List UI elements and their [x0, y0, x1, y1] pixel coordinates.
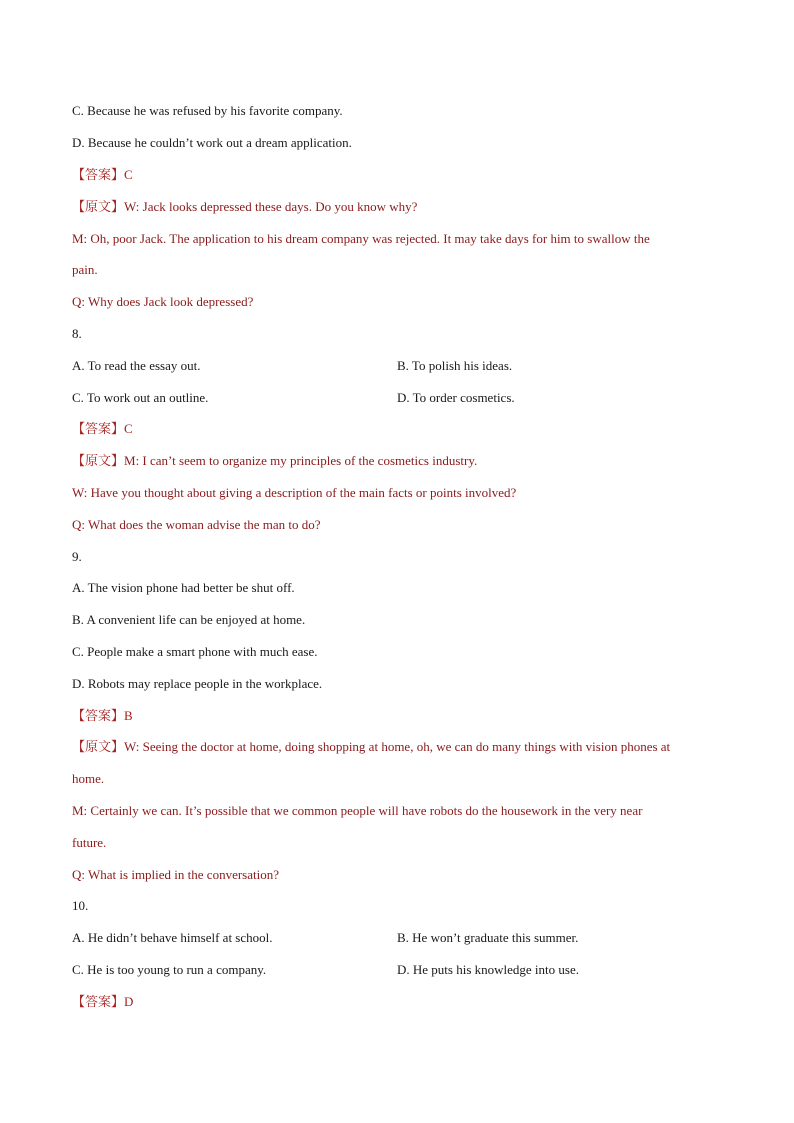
q9-transcript-question: Q: What is implied in the conversation?	[72, 867, 279, 882]
q9-option-a: A. The vision phone had better be shut off.	[72, 580, 295, 595]
q8-transcript-line-2: W: Have you thought about giving a description of the main facts or points involved?	[72, 485, 517, 500]
q9-answer	[72, 708, 133, 724]
q8-transcript-line-1	[72, 453, 477, 469]
q9-option-b: B. A convenient life can be enjoyed at home.	[72, 612, 306, 627]
q8-option-d: D. To order cosmetics.	[397, 390, 515, 405]
q10-option-d: D. He puts his knowledge into use.	[397, 962, 579, 977]
q7-option-d: D. Because he couldn’t work out a dream application.	[72, 135, 352, 150]
transcript-label: 【原文】	[72, 739, 125, 754]
answer-label: 【答案】	[72, 167, 125, 182]
q9-transcript-line-2: M: Certainly we can. It’s possible that we common people will have robots do the housework in the very near	[72, 803, 643, 818]
q9-option-d: D. Robots may replace people in the workplace.	[72, 676, 323, 691]
transcript-label: 【原文】	[72, 453, 125, 468]
q10-answer	[72, 994, 133, 1010]
transcript-label: 【原文】	[72, 199, 125, 214]
transcript-text: W: Jack looks depressed these days. Do you know why?	[124, 199, 418, 214]
q7-transcript-line-2-cont: pain.	[72, 262, 98, 277]
q10-option-a: A. He didn’t behave himself at school.	[72, 930, 273, 945]
answer-value: D	[124, 994, 134, 1009]
q7-transcript-line-1	[72, 199, 417, 215]
answer-value: B	[124, 708, 133, 723]
q8-transcript-question: Q: What does the woman advise the man to do?	[72, 517, 321, 532]
answer-value: C	[124, 421, 133, 436]
q8-number: 8.	[72, 326, 82, 341]
q9-transcript-line-2-cont: future.	[72, 835, 107, 850]
answer-label: 【答案】	[72, 421, 125, 436]
transcript-text: M: I can’t seem to organize my principles of the cosmetics industry.	[124, 453, 478, 468]
q8-option-b: B. To polish his ideas.	[397, 358, 513, 373]
q7-transcript-line-2: M: Oh, poor Jack. The application to his dream company was rejected. It may take days for him to swallow the	[72, 231, 650, 246]
q9-transcript-line-1	[72, 739, 670, 755]
answer-value: C	[124, 167, 133, 182]
q7-option-c: C. Because he was refused by his favorite company.	[72, 103, 343, 118]
q7-transcript-question: Q: Why does Jack look depressed?	[72, 294, 254, 309]
q9-number: 9.	[72, 549, 82, 564]
answer-label: 【答案】	[72, 994, 125, 1009]
q8-option-a: A. To read the essay out.	[72, 358, 201, 373]
q7-answer	[72, 167, 133, 183]
answer-label: 【答案】	[72, 708, 125, 723]
q9-option-c: C. People make a smart phone with much ease.	[72, 644, 318, 659]
q10-number: 10.	[72, 898, 89, 913]
q9-transcript-line-1-cont: home.	[72, 771, 105, 786]
q8-answer	[72, 421, 133, 437]
q8-option-c: C. To work out an outline.	[72, 390, 209, 405]
q10-option-c: C. He is too young to run a company.	[72, 962, 267, 977]
transcript-text: W: Seeing the doctor at home, doing shopping at home, oh, we can do many things with vision phones at	[124, 739, 671, 754]
q10-option-b: B. He won’t graduate this summer.	[397, 930, 579, 945]
